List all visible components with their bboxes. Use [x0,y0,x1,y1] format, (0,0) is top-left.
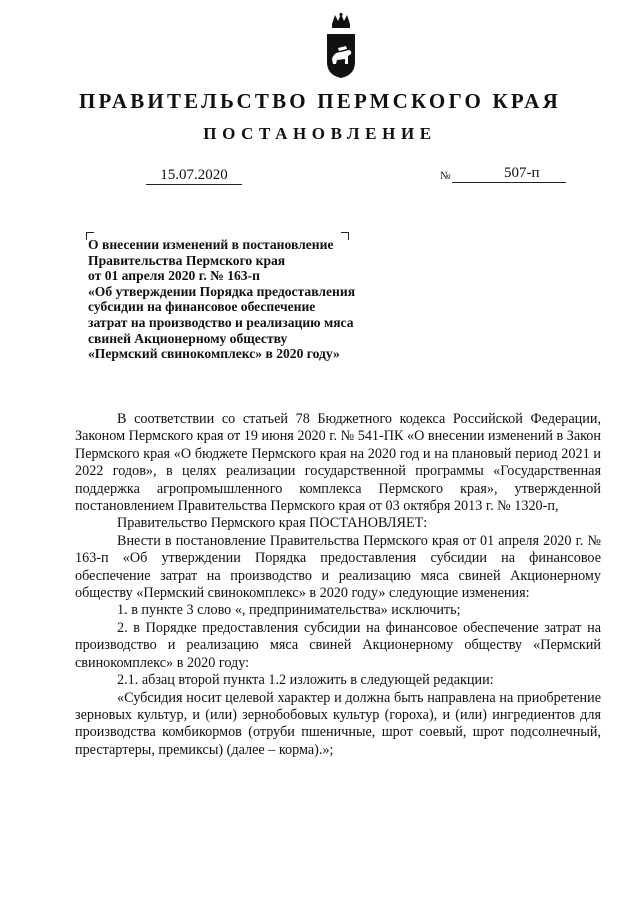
body-paragraph: 2.1. абзац второй пункта 1.2 изложить в следующей редакции: [117,672,494,689]
document-number-field [452,164,566,183]
document-body [75,411,601,759]
body-paragraph: «Субсидия носит целевой характер и должна быть направлена на приобретение зерновых культур, и (или) зернобобовых культур (гороха), и (или) ингредиентов для производства комбикормов (отруби пшеничные, шрот соевый, шрот подсолнечный, престартеры, премиксы) (далее – корма).»; [75,689,601,758]
subject-line: «Об утверждении Порядка предоставления [88,283,356,299]
government-title: ПРАВИТЕЛЬСТВО ПЕРМСКОГО КРАЯ [78,89,561,113]
subject-line: от 01 апреля 2020 г. № 163-п [88,268,260,284]
document-date: 15.07.2020 [146,166,242,185]
body-paragraph: В соответствии со статьей 78 Бюджетного кодекса Российской Федерации, Законом Пермского края от 19 июня 2020 г. № 541-ПК «О внесении изменений в Закон Пермского края «О бюджете Пермского края на 2020 год и на плановый период 2021 и 2022 годов», в целях реализации государственной программы «Государственная поддержка агропромышленного комплекса Пермского края», утвержденной постановлением Правительства Пермского края от 03 октября 2013 г. № 1320-п, [75,411,601,515]
subject-line: затрат на производство и реализацию мяса [88,314,354,330]
subject-line: субсидии на финансовое обеспечение [88,299,316,315]
document-subject [88,237,408,362]
number-label: № [440,170,451,182]
subject-line: Правительства Пермского края [88,252,286,268]
body-paragraph: 1. в пункте 3 слово «, предпринимательства» исключить; [117,602,461,619]
body-paragraph: Внести в постановление Правительства Пермского края от 01 апреля 2020 г. № 163-п «Об утверждении Порядка предоставления субсидии на финансовое обеспечение затрат на производство и реализацию мяса свиней Акционерному обществу «Пермский свинокомплекс» в 2020 году» следующие изменения: [75,532,601,602]
subject-line: «Пермский свинокомплекс» в 2020 году» [88,346,340,362]
perm-krai-coat-of-arms-icon [321,12,361,80]
body-paragraph: 2. в Порядке предоставления субсидии на финансовое обеспечение затрат на производство и реализацию мяса свиней Акционерному обществу «Пермский свинокомплекс» в 2020 году: [75,619,601,671]
document-number: 507-п [504,165,540,181]
body-paragraph: Правительство Пермского края ПОСТАНОВЛЯЕТ: [117,515,428,532]
subject-line: свиней Акционерному обществу [88,330,288,346]
document-type: ПОСТАНОВЛЕНИЕ [203,124,437,143]
subject-line: О внесении изменений в постановление [88,237,334,252]
